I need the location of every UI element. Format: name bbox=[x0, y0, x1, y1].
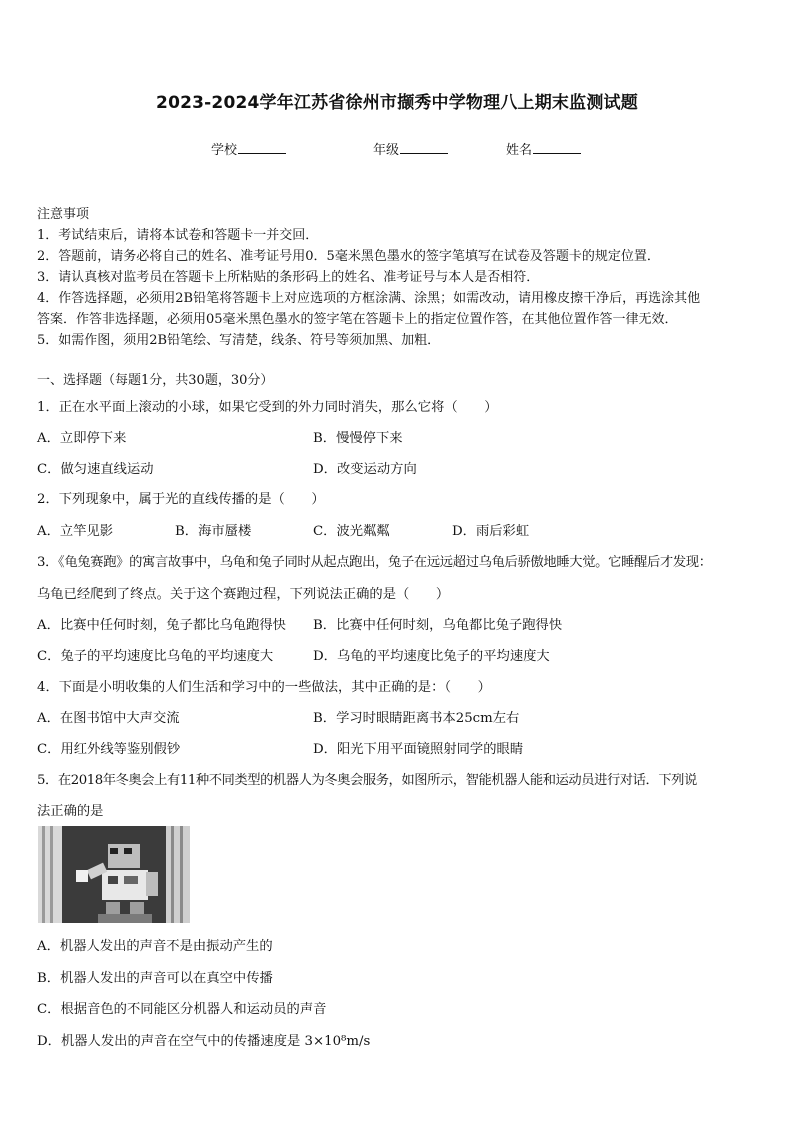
notice-item: 3．请认真核对监考员在答题卡上所粘贴的条形码上的姓名、准考证号与本人是否相符． bbox=[37, 270, 540, 285]
q3-option-d: D．乌龟的平均速度比兔子的平均速度大 bbox=[313, 649, 550, 664]
q2-option-c: C．波光粼粼 bbox=[313, 524, 390, 539]
q4-option-d: D．阳光下用平面镜照射同学的眼睛 bbox=[313, 742, 524, 757]
notice-item: 5．如需作图，须用2B铅笔绘、写清楚，线条、符号等须加黑、加粗． bbox=[37, 333, 441, 348]
q3-option-a: A．比赛中任何时刻，兔子都比乌龟跑得快 bbox=[37, 618, 286, 633]
grade-blank bbox=[400, 141, 448, 154]
question-1-stem: 1．正在水平面上滚动的小球，如果它受到的外力同时消失，那么它将（ ） bbox=[37, 400, 498, 415]
q3-option-b: B．比赛中任何时刻，乌龟都比兔子跑得快 bbox=[313, 618, 563, 633]
q2-option-d: D．雨后彩虹 bbox=[452, 524, 530, 539]
q1-option-d: D．改变运动方向 bbox=[313, 462, 417, 477]
notice-item: 2．答题前，请务必将自己的姓名、准考证号用0．5毫米黑色墨水的签字笔填写在试卷及答题卡的规定位置． bbox=[37, 249, 660, 264]
question-3-stem: 3．《龟兔赛跑》的寓言故事中，乌龟和兔子同时从起点跑出，兔子在远远超过乌龟后骄傲地睡大觉。它睡醒后才发现： bbox=[37, 555, 712, 570]
question-3-stem-cont: 乌龟已经爬到了终点。关于这个赛跑过程，下列说法正确的是（ ） bbox=[37, 587, 450, 602]
notice-item: 1．考试结束后，请将本试卷和答题卡一并交回． bbox=[37, 228, 319, 243]
exam-title: 2023-2024学年江苏省徐州市撷秀中学物理八上期末监测试题 bbox=[156, 93, 638, 113]
q5-option-c: C．根据音色的不同能区分机器人和运动员的声音 bbox=[37, 1002, 327, 1017]
school-field bbox=[211, 139, 286, 158]
notice-item: 4．作答选择题，必须用2B铅笔将答题卡上对应选项的方框涂满、涂黑；如需改动，请用橡皮擦干净后，再选涂其他 bbox=[37, 291, 701, 306]
question-2-stem: 2．下列现象中，属于光的直线传播的是（ ） bbox=[37, 492, 325, 507]
q2-option-a: A．立竿见影 bbox=[37, 524, 114, 539]
name-blank bbox=[533, 141, 581, 154]
robot-photo bbox=[38, 826, 190, 923]
q1-option-a: A．立即停下来 bbox=[37, 431, 127, 446]
q5-option-d: D．机器人发出的声音在空气中的传播速度是 3×10⁸m/s bbox=[37, 1034, 371, 1049]
notice-item: 答案．作答非选择题，必须用05毫米黑色墨水的签字笔在答题卡上的指定位置作答，在其他位置作答一律无效． bbox=[37, 312, 678, 327]
question-5-stem-cont: 法正确的是 bbox=[37, 804, 104, 819]
q4-option-a: A．在图书馆中大声交流 bbox=[37, 711, 180, 726]
grade-field bbox=[373, 139, 448, 158]
notice-heading: 注意事项 bbox=[37, 207, 90, 222]
q5-option-a: A．机器人发出的声音不是由振动产生的 bbox=[37, 939, 273, 954]
q1-option-b: B．慢慢停下来 bbox=[313, 431, 403, 446]
name-field bbox=[506, 139, 581, 158]
question-5-stem: 5．在2018年冬奥会上有11种不同类型的机器人为冬奥会服务，如图所示，智能机器人能和运动员进行对话．下列说 bbox=[37, 773, 697, 788]
school-blank bbox=[238, 141, 286, 154]
section-heading: 一、选择题（每题1分，共30题，30分） bbox=[37, 373, 274, 388]
school-label: 学校 bbox=[211, 143, 238, 158]
q2-option-b: B．海市蜃楼 bbox=[175, 524, 252, 539]
robot-photo-illustration bbox=[38, 826, 190, 923]
grade-label: 年级 bbox=[373, 143, 400, 158]
q5-option-b: B．机器人发出的声音可以在真空中传播 bbox=[37, 971, 273, 986]
q3-option-c: C．兔子的平均速度比乌龟的平均速度大 bbox=[37, 649, 274, 664]
q1-option-c: C．做匀速直线运动 bbox=[37, 462, 154, 477]
name-label: 姓名 bbox=[506, 143, 533, 158]
q4-option-b: B．学习时眼睛距离书本25cm左右 bbox=[313, 711, 520, 726]
question-4-stem: 4．下面是小明收集的人们生活和学习中的一些做法，其中正确的是：（ ） bbox=[37, 680, 491, 695]
q4-option-c: C．用红外线等鉴别假钞 bbox=[37, 742, 181, 757]
